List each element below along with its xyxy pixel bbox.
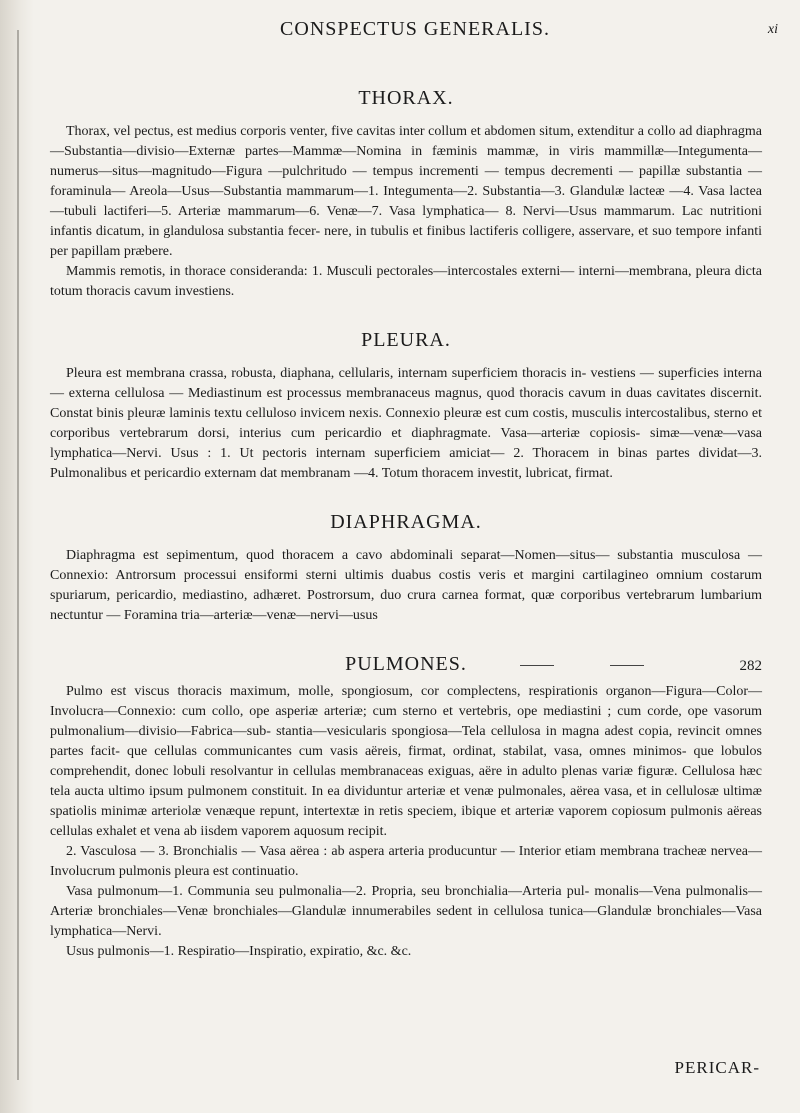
thorax-paragraph-1: Thorax, vel pectus, est medius corporis venter, five cavitas inter collum et abdomen situm, extenditur a collo ad diaphragma—Substantia—divisio—Externæ partes—Mammæ—Nomina in fæminis mammæ, in viris mammillæ—Integumenta—numerus—situs—magnitudo—Figura —pulchritudo — tempus incrementi — tempus decrementi — papillæ substantia — foraminula— Areola—Usus—Substantia mammarum—1. Integumenta—2. Substantia—3. Glandulæ lacteæ —4. Vasa lactea—tubuli lactiferi—5. Arteriæ mammarum—6. Venæ—7. Vasa lymphatica— 8. Nervi—Usus mammarum. Lac nutritioni infantis dicatum, in glandulosa substantia fecer- nere, in tubulis et finibus lactiferis colligere, asservare, et suo tempore infanti per papillam præbere. (50, 124, 762, 259)
section-diaphragma (50, 510, 762, 626)
pulmones-paragraph-2: 2. Vasculosa — 3. Bronchialis — Vasa aërea : ab aspera arteria producuntur — Interior etiam membrana tracheæ nervea—Involucrum pulmonis pleura est continuatio. (50, 844, 762, 879)
heading-thorax: THORAX. (358, 87, 454, 109)
running-title: CONSPECTUS GENERALIS. (280, 18, 550, 40)
decorative-dash (610, 665, 644, 666)
page-header (40, 18, 790, 48)
page-mark: 282 (739, 658, 762, 674)
pulmones-paragraph-3: Vasa pulmonum—1. Communia seu pulmonalia—2. Propria, seu bronchialia—Arteria pul- monalis—Vena pulmonalis—Arteriæ bronchiales—Venæ bronchiales—Glandulæ innumerabiles sedent in cellulosa tunica—Glandulæ bronchiales—Vasa lymphatica—Nervi. (50, 884, 762, 939)
decorative-dash (520, 665, 554, 666)
section-thorax (50, 86, 762, 302)
pulmones-paragraph-1: Pulmo est viscus thoracis maximum, molle, spongiosum, cor complectens, respirationis organon—Figura—Color—Involucra—Connexio: cum collo, ope asperiæ arteriæ; cum sterno et vertebris, ope mediastini ; cum corde, ope vasorum pulmonalium—divisio—Fabrica—sub- stantia—vesicularis spongiosa—Tela cellulosa in magna adest copia, revincit omnes partes facit- que cellulas communicantes cum vasis aëreis, firmat, ordinat, stabilat, vasa, omnes minimos- que lobulos comprehendit, donec lobuli resolvantur in cellulas membranaceas exiguas, aëre in adulto plenas variæ figuræ. Cellulosa hæc tela aucta ultimo ipsum pulmonem constituit. In ea dividuntur arteriæ et venæ pulmonales, aërea vasa, et in cellulosæ ultimæ spatiolis minimæ arteriolæ venæque repunt, intertextæ in retis speciem, ibique et arteriæ vaporem copiosum pulmonis aëreas cellulas exhalet et vena ab iisdem vaporem aquosum recipit. (50, 684, 762, 839)
heading-pulmones-row (50, 652, 762, 676)
page-folio: xi (767, 22, 778, 37)
heading-pulmones: PULMONES. (345, 653, 467, 675)
section-pleura (50, 328, 762, 484)
thorax-paragraph-2: Mammis remotis, in thorace considerandа: 1. Musculi pectorales—intercostales externi— interni—membrana, pleura dicta totum thoracis cavum investiens. (50, 264, 762, 299)
diaphragma-paragraph-1: Diaphragma est sepimentum, quod thoracem a cavo abdominali separat—Nomen—situs— substantia musculosa — Connexio: Antrorsum processui ensiformi sterni ultimis duabus costis veris et margini cartilagineo omnium costarum spuriarum, pericardio, mediastino, adhæret. Postrorsum, duo crura carnea format, quæ corporibus vertebrarum lumbarium nectuntur — Foramina tria—arteriæ—venæ—nervi—usus (50, 548, 762, 623)
pulmones-paragraph-4: Usus pulmonis—1. Respiratio—Inspiratio, expiratio, &c. &c. (66, 944, 412, 959)
binding-gutter (0, 0, 34, 1113)
binding-edge-line (17, 30, 19, 1080)
heading-diaphragma: DIAPHRAGMA. (330, 511, 482, 533)
heading-pleura: PLEURA. (361, 329, 451, 351)
page-body (50, 86, 762, 962)
section-pulmones (50, 652, 762, 962)
pleura-paragraph-1: Pleura est membrana crassa, robusta, diaphana, cellularis, internam superficiem thoracis in- vestiens — superficies interna — externa cellulosa — Mediastinum est processus membranaceus magnus, quod thoracis cavum in duas cavitates discernit. Constat binis pleuræ laminis textu celluloso invicem nexis. Connexio pleuræ est cum costis, musculis intercostalibus, sterno et corporibus vertebrarum dorsi, interius cum pericardio et diaphragmate. Vasa—arteriæ copiosis- simæ—venæ—vasa lymphatica—Nervi. Usus : 1. Ut pectoris internam superficiem amiciat— 2. Thoracem in binas partes dividat—3. Pulmonalibus et pericardio externam dat membranam —4. Totum thoracem investit, lubricat, firmat. (50, 366, 762, 481)
catchword: PERICAR- (674, 1058, 760, 1077)
